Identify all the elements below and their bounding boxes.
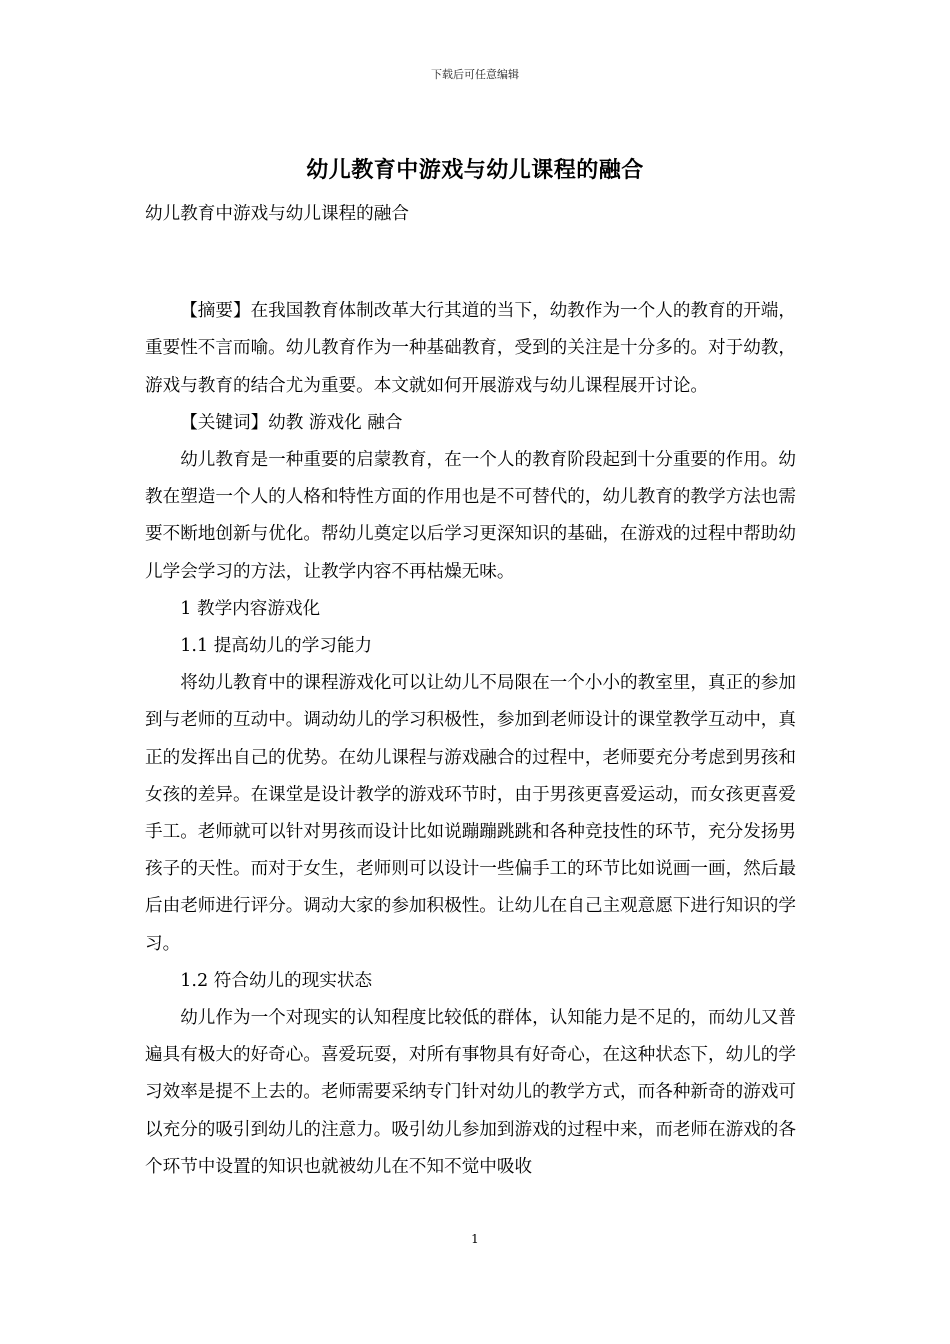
section-1-2-paragraph: 幼儿作为一个对现实的认知程度比较低的群体，认知能力是不足的，而幼儿又普遍具有极大的好奇心。喜爱玩耍，对所有事物具有好奇心，在这种状态下，幼儿的学习效率是提不上去的。老师需要采纳专门针对幼儿的教学方式，而各种新奇的游戏可以充分的吸引到幼儿的注意力。吸引幼儿参加到游戏的过程中来，而老师在游戏的各个环节中设置的知识也就被幼儿在不知不觉中吸收 (145, 1008, 796, 1177)
keywords-line: 【关键词】幼教 游戏化 融合 (180, 412, 403, 433)
document-body (145, 196, 805, 1186)
header-note: 下载后可任意编辑 (431, 68, 519, 81)
document-subtitle: 幼儿教育中游戏与幼儿课程的融合 (145, 204, 409, 224)
section-1-2-heading: 1.2 符合幼儿的现实状态 (180, 970, 373, 991)
section-1-1-heading: 1.1 提高幼儿的学习能力 (180, 636, 373, 657)
blank-line (145, 233, 805, 293)
section-1-1-paragraph: 将幼儿教育中的课程游戏化可以让幼儿不局限在一个小小的教室里，真正的参加到与老师的互动中。调动幼儿的学习积极性，参加到老师设计的课堂教学互动中，真正的发挥出自己的优势。在幼儿课程与游戏融合的过程中，老师要充分考虑到男孩和女孩的差异。在课堂是设计教学的游戏环节时，由于男孩更喜爱运动，而女孩更喜爱手工。老师就可以针对男孩而设计比如说蹦蹦跳跳和各种竞技性的环节，充分发扬男孩子的天性。而对于女生，老师则可以设计一些偏手工的环节比如说画一画，然后最后由老师进行评分。调动大家的参加积极性。让幼儿在自己主观意愿下进行知识的学习。 (145, 673, 796, 954)
section-1-heading: 1 教学内容游戏化 (180, 598, 321, 619)
abstract-paragraph: 【摘要】在我国教育体制改革大行其道的当下，幼教作为一个人的教育的开端，重要性不言而喻。幼儿教育作为一种基础教育，受到的关注是十分多的。对于幼教，游戏与教育的结合尤为重要。本文就如何开展游戏与幼儿课程展开讨论。 (145, 301, 796, 396)
intro-paragraph: 幼儿教育是一种重要的启蒙教育，在一个人的教育阶段起到十分重要的作用。幼教在塑造一个人的人格和特性方面的作用也是不可替代的，幼儿教育的教学方法也需要不断地创新与优化。帮幼儿奠定以后学习更深知识的基础，在游戏的过程中帮助幼儿学会学习的方法，让教学内容不再枯燥无味。 (145, 450, 796, 582)
document-title: 幼儿教育中游戏与幼儿课程的融合 (306, 157, 644, 183)
page-number: 1 (471, 1232, 479, 1246)
